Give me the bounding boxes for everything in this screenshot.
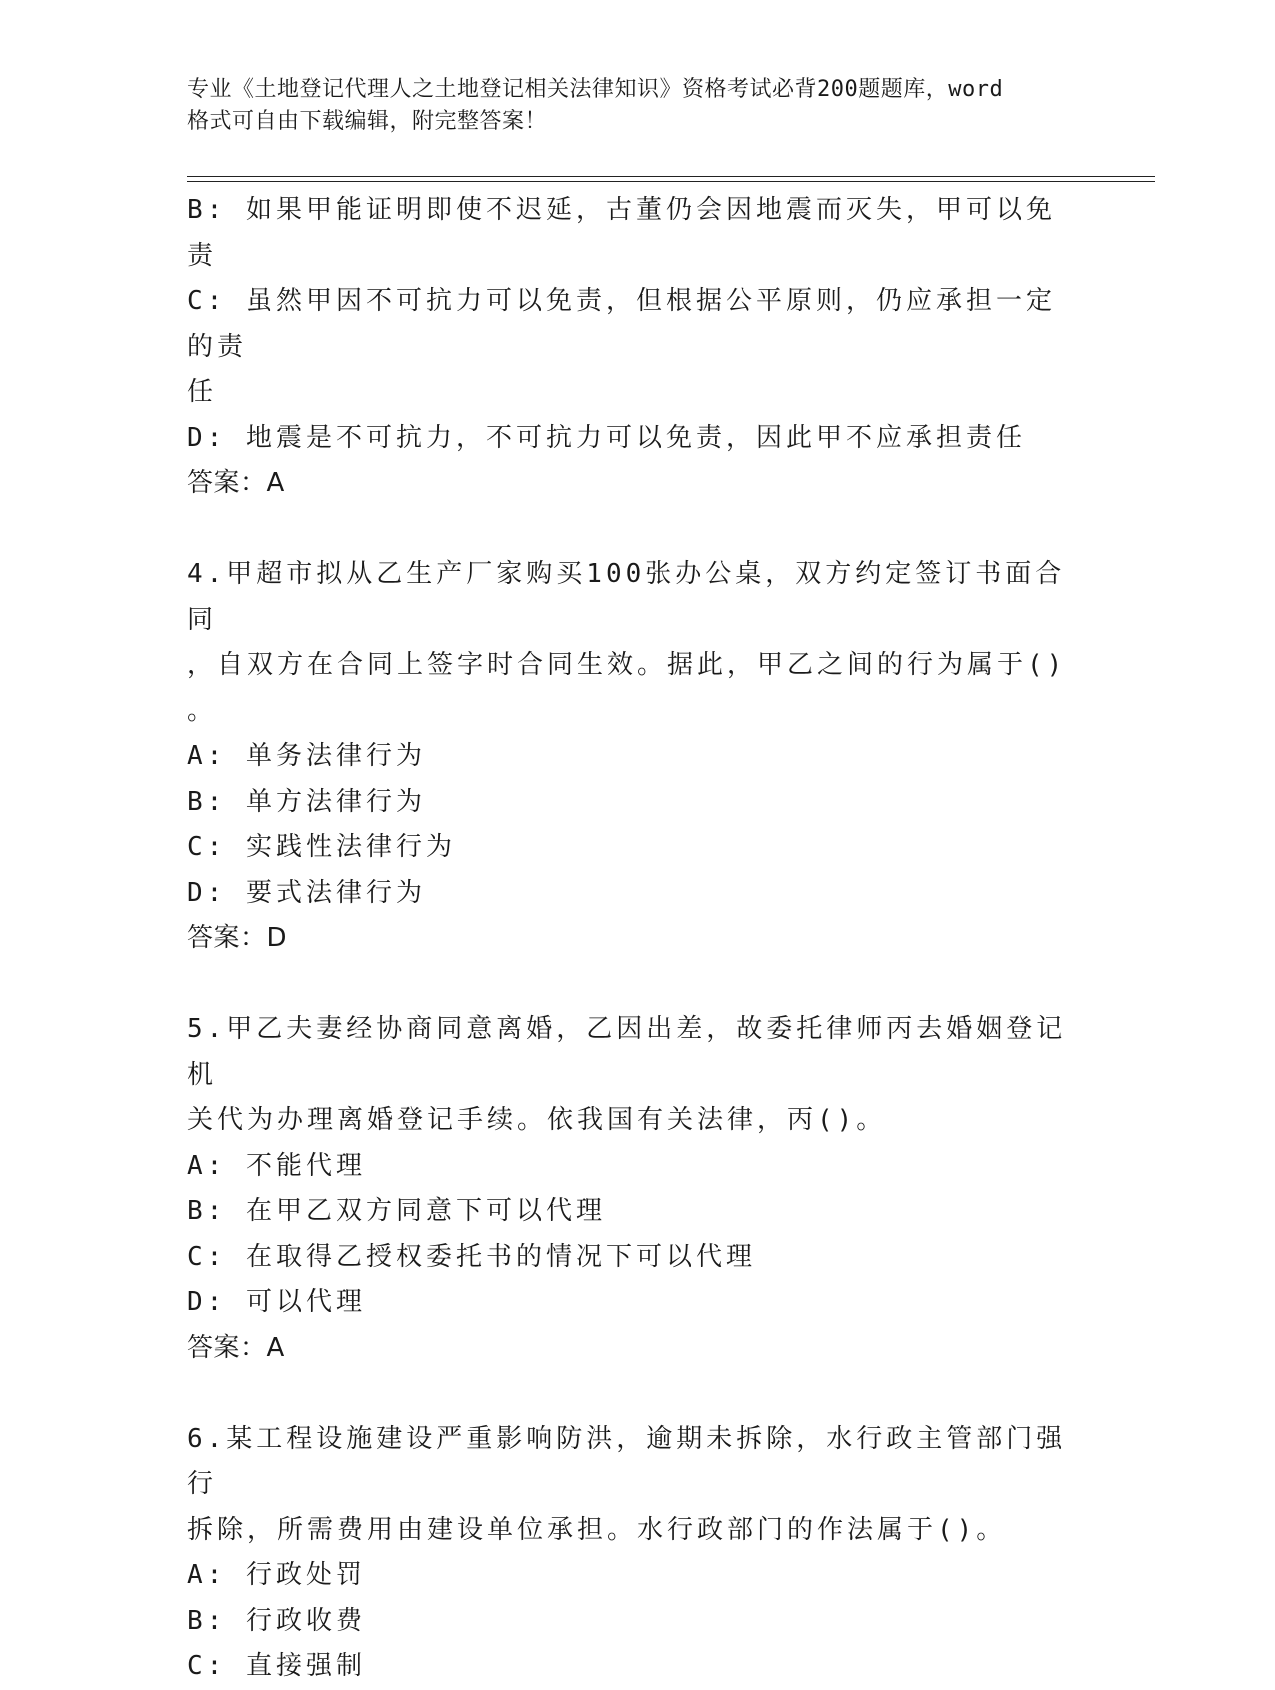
- question-6: [187, 1417, 1067, 1690]
- q3-option-b: B: 如果甲能证明即使不迟延，古董仍会因地震而灭失，甲可以免责: [187, 195, 1056, 271]
- question-3-continued: [187, 188, 1067, 507]
- q6-option-c: C: 直接强制: [187, 1651, 366, 1681]
- q5-option-c: C: 在取得乙授权委托书的情况下可以代理: [187, 1241, 756, 1272]
- spacer: [187, 1371, 1067, 1417]
- q6-stem-line-2: 拆除，所需费用由建设单位承担。水行政部门的作法属于()。: [187, 1514, 1007, 1545]
- q5-option-d: D: 可以代理: [187, 1287, 366, 1317]
- header-rule-bottom: [187, 181, 1155, 182]
- spacer: [187, 507, 1067, 553]
- q6-stem-line-1: 6.某工程设施建设严重影响防洪，逾期未拆除，水行政主管部门强行: [187, 1423, 1067, 1499]
- q4-option-d: D: 要式法律行为: [187, 877, 426, 908]
- q3-option-c-line-2: 任: [187, 377, 218, 407]
- header-line-2: 格式可自由下载编辑，附完整答案！: [187, 109, 548, 134]
- q4-stem-line-3: 。: [187, 695, 218, 726]
- document-body: [187, 188, 1067, 1690]
- q4-option-b: B: 单方法律行为: [187, 786, 426, 817]
- q6-option-b: B: 行政收费: [187, 1605, 366, 1636]
- spacer: [187, 962, 1067, 1008]
- q5-option-a: A: 不能代理: [187, 1150, 366, 1181]
- q5-answer: 答案：A: [187, 1332, 285, 1363]
- q3-answer: 答案：A: [187, 468, 285, 498]
- document-header: [187, 74, 1087, 138]
- q5-stem-line-1: 5.甲乙夫妻经协商同意离婚，乙因出差，故委托律师丙去婚姻登记机: [187, 1014, 1067, 1090]
- question-5: [187, 1007, 1067, 1371]
- header-rule-top: [187, 176, 1155, 177]
- q5-option-b: B: 在甲乙双方同意下可以代理: [187, 1196, 606, 1226]
- q4-option-a: A: 单务法律行为: [187, 741, 426, 771]
- q3-option-d: D: 地震是不可抗力，不可抗力可以免责，因此甲不应承担责任: [187, 422, 1026, 453]
- q3-option-c-line-1: C: 虽然甲因不可抗力可以免责，但根据公平原则，仍应承担一定的责: [187, 286, 1056, 362]
- q5-stem-line-2: 关代为办理离婚登记手续。依我国有关法律，丙()。: [187, 1105, 887, 1135]
- q4-stem-line-1: 4.甲超市拟从乙生产厂家购买100张办公桌，双方约定签订书面合同: [187, 559, 1066, 635]
- q4-option-c: C: 实践性法律行为: [187, 832, 456, 862]
- q4-stem-line-2: ，自双方在合同上签字时合同生效。据此，甲乙之间的行为属于(): [187, 650, 1067, 680]
- q4-answer: 答案：D: [187, 923, 288, 953]
- question-4: [187, 552, 1067, 962]
- header-line-1: 专业《土地登记代理人之土地登记相关法律知识》资格考试必背200题题库，word: [187, 77, 1004, 102]
- q6-option-a: A: 行政处罚: [187, 1560, 366, 1590]
